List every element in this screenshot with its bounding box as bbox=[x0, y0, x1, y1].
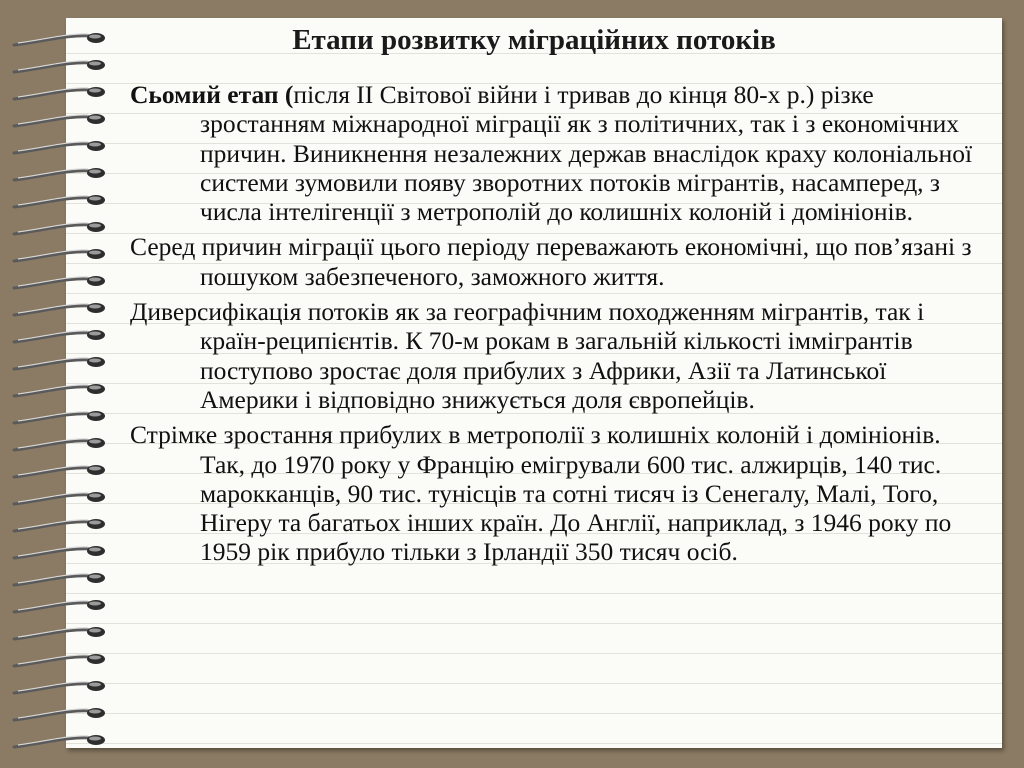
paragraph-seventh-stage bbox=[130, 80, 990, 226]
spiral-ring-icon bbox=[14, 492, 105, 504]
spiral-ring-icon bbox=[14, 465, 105, 477]
spiral-binding bbox=[0, 0, 120, 768]
paragraph-lead: Сьомий етап ( bbox=[130, 80, 294, 109]
spiral-ring-icon bbox=[14, 276, 105, 288]
spiral-ring-icon bbox=[14, 627, 105, 639]
spiral-ring-icon bbox=[14, 195, 105, 207]
spiral-ring-icon bbox=[14, 114, 105, 126]
spiral-ring-icon bbox=[14, 303, 105, 315]
paragraph-text: Стрімке зростання прибулих в метрополії з колишніх колоній і домініонів. Так, до 1970 року у Францію емігрували 600 тис. алжирців, 140 тис. марокканців, 90 тис. тунісців та сотні тисяч із Сенегалу, Малі, Того, Нігеру та багатьох інших країн. До Англії, наприклад, з 1946 року по 1959 рік прибуло тільки з Ірландії 350 тисяч осіб. bbox=[130, 420, 952, 567]
spiral-ring-icon bbox=[14, 573, 105, 585]
paragraph-text: Серед причин міграції цього періоду переважають економічні, що пов’язані з пошуком забезпеченого, заможного життя. bbox=[130, 232, 972, 291]
spiral-ring-icon bbox=[14, 438, 105, 450]
spiral-ring-icon bbox=[14, 519, 105, 531]
slide-body bbox=[130, 80, 990, 573]
spiral-ring-icon bbox=[14, 222, 105, 234]
spiral-ring-icon bbox=[14, 357, 105, 369]
spiral-ring-icon bbox=[14, 654, 105, 666]
spiral-ring-icon bbox=[14, 249, 105, 261]
slide-title: Етапи розвитку міграційних потоків bbox=[292, 24, 776, 56]
paragraph-diversification bbox=[130, 297, 990, 414]
paragraph-text: після II Світової війни і тривав до кінця 80-х р.) різке зростанням міжнародної міграції як з політичних, так і з економічних причин. Виникнення незалежних держав внаслідок краху колоніальної системи зумовили появу зворотних потоків мігрантів, насамперед, з числа інтелігенції з метрополій до колишніх колоній і домініонів. bbox=[200, 80, 973, 227]
paragraph-growth bbox=[130, 420, 990, 566]
spiral-ring-icon bbox=[14, 600, 105, 612]
spiral-ring-icon bbox=[14, 411, 105, 423]
spiral-ring-icon bbox=[14, 546, 105, 558]
paragraph-text: Диверсифікація потоків як за географічним походженням мігрантів, так і країн-реципієнтів. К 70-м рокам в загальній кількості іммігрантів поступово зростає доля прибулих з Африки, Азії та Латинської Америки і відповідно знижується доля європейців. bbox=[130, 297, 925, 414]
spiral-ring-icon bbox=[14, 168, 105, 180]
spiral-ring-icon bbox=[14, 735, 105, 747]
spiral-ring-icon bbox=[14, 384, 105, 396]
spiral-ring-icon bbox=[14, 681, 105, 693]
paragraph-causes bbox=[130, 232, 990, 291]
spiral-ring-icon bbox=[14, 87, 105, 99]
spiral-ring-icon bbox=[14, 708, 105, 720]
spiral-ring-icon bbox=[14, 330, 105, 342]
spiral-ring-icon bbox=[14, 60, 105, 72]
spiral-ring-icon bbox=[14, 141, 105, 153]
